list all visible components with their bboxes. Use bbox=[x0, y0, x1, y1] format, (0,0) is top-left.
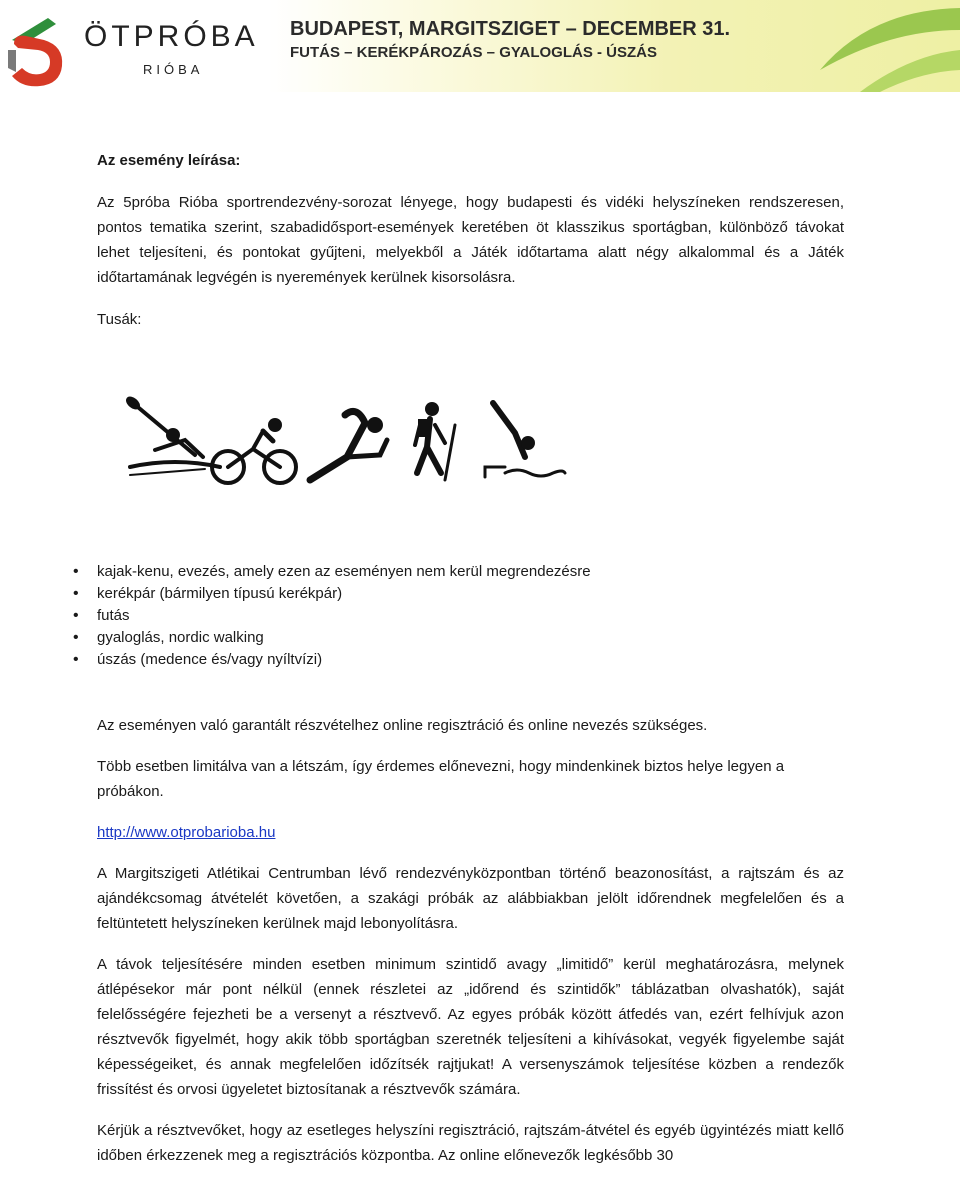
list-item: • futás bbox=[97, 605, 591, 627]
description-text: Az 5próba Rióba sportrendezvény-sorozat lényege, hogy budapesti és vidéki helyszíneken rendszeresen, pontos tematika szerint, szabadidősport-események keretében öt klasszikus sportágban, különböző távokat lehet teljesíteni, és pontokat gyűjteni, melyekből a Játék időtartama alatt négy alkalommal és a Játék időtartamának legvégén is nyeremények kerülnek kisorsolásra. bbox=[97, 194, 844, 286]
description-heading: Az esemény leírása: bbox=[97, 152, 241, 169]
tusak-label: Tusák: bbox=[97, 311, 142, 328]
sports-list bbox=[97, 561, 591, 671]
website-link[interactable]: http://www.otprobarioba.hu bbox=[97, 824, 276, 841]
limited-text: Több esetben limitálva van a létszám, így érdemes előnevezni, hogy mindenkinek biztos helye legyen a próbákon. bbox=[97, 758, 785, 800]
list-item: • kerékpár (bármilyen típusú kerékpár) bbox=[97, 583, 591, 605]
brand-name: ÖTPRÓBA bbox=[84, 20, 259, 53]
leaf-decoration-icon bbox=[760, 0, 960, 92]
event-subtitle: FUTÁS – KERÉKPÁROZÁS – GYALOGLÁS - ÚSZÁS bbox=[290, 44, 657, 61]
list-item: • kajak-kenu, evezés, amely ezen az eseményen nem kerül megrendezésre bbox=[97, 561, 591, 583]
brand-subtitle: RIÓBA bbox=[143, 62, 204, 77]
header-banner bbox=[0, 0, 960, 92]
swimming-icon bbox=[485, 403, 565, 477]
hiking-icon bbox=[415, 402, 455, 480]
kayak-icon bbox=[126, 397, 220, 475]
list-item: • gyaloglás, nordic walking bbox=[97, 627, 591, 649]
centre-text: A Margitszigeti Atlétikai Centrumban lévő rendezvényközpontban történő beazonosítást, a rajtszám és az ajándékcsomag átvételét követően, a szakági próbák az alábbiakban jelölt időrendnek megfelelően és a feltüntetett helyszíneken kerülnek majd lebonyolításra. bbox=[97, 865, 844, 932]
event-title: BUDAPEST, MARGITSZIGET – DECEMBER 31. bbox=[290, 18, 731, 40]
request-text: Kérjük a résztvevőket, hogy az esetleges helyszíni regisztráció, rajtszám-átvétel és egyéb ügyintézés miatt kellő időben érkezzenek meg a regisztrációs központba. Az online előnevezők legkésőbb 30 bbox=[97, 1122, 844, 1164]
info-section bbox=[97, 713, 844, 1184]
cycling-icon bbox=[212, 418, 296, 483]
sport-pictograms bbox=[125, 395, 570, 490]
running-icon bbox=[310, 411, 387, 480]
list-item: • úszás (medence és/vagy nyíltvízi) bbox=[97, 649, 591, 671]
registration-text: Az eseményen való garantált részvételhez online regisztráció és online nevezés szükséges. bbox=[97, 717, 708, 734]
description-section bbox=[97, 148, 844, 332]
otproba-logo-icon bbox=[4, 10, 68, 88]
limits-text: A távok teljesítésére minden esetben minimum szintidő avagy „limitidő” kerül meghatározásra, melynek átlépésekor már pont nélkül (ennek részletei az „időrend és szintidők” táblázatban olvashatók), saját felelősségére fejezheti be a versenyt a résztvevő. Az egyes próbák között átfedés van, ezért felhívjuk azon résztvevők figyelmét, hogy akik több sportágban szeretnék teljesíteni a kihívásokat, vegyék figyelembe saját képességeiket, és annak megfelelően időzítsék rajtjukat! A versenyszámok teljesítése közben a rendezők frissítést és orvosi ügyeletet biztosítanak a résztvevők számára. bbox=[97, 956, 844, 1098]
